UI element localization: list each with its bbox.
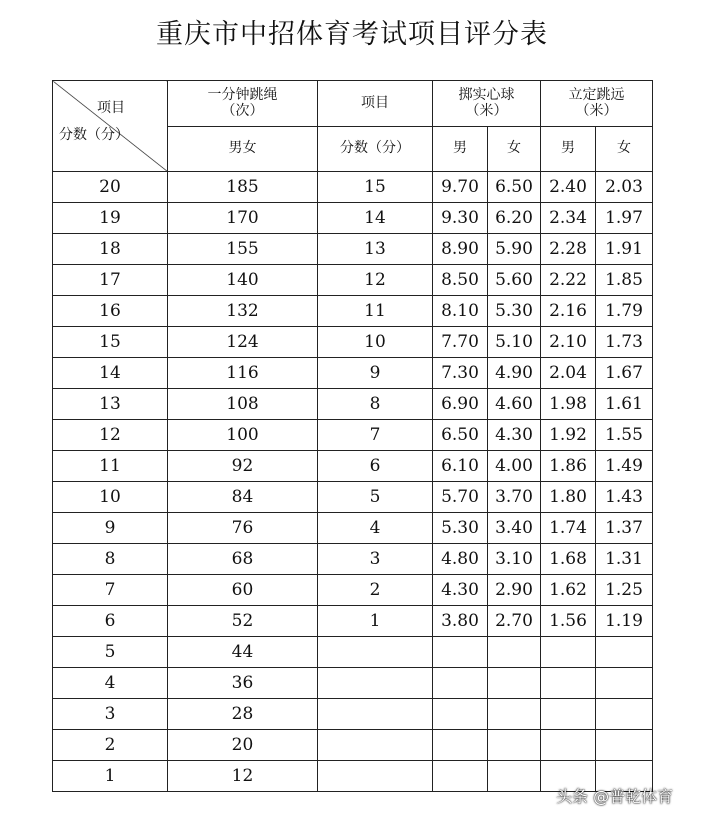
score-cell: 12: [53, 420, 168, 451]
ball-male-cell: 6.50: [433, 420, 488, 451]
item-label: 项目: [97, 100, 125, 116]
diagonal-header-cell: [53, 81, 168, 172]
score-cell: 7: [53, 575, 168, 606]
jump-female-cell: 1.85: [596, 265, 653, 296]
jump-male-cell: 1.80: [541, 482, 596, 513]
ball-female-cell: [488, 730, 541, 761]
ball-female-cell: [488, 699, 541, 730]
jump-female-cell: [596, 668, 653, 699]
rope-cell: 12: [168, 761, 318, 792]
score-cell: 13: [53, 389, 168, 420]
score-cell: 17: [53, 265, 168, 296]
jump-male: 男: [541, 127, 596, 172]
ball-male-cell: 3.80: [433, 606, 488, 637]
table-row: [53, 389, 653, 420]
rope-cell: 28: [168, 699, 318, 730]
table-row: [53, 203, 653, 234]
jump-female-cell: [596, 730, 653, 761]
ball-female-cell: 3.10: [488, 544, 541, 575]
jump-male-cell: 1.92: [541, 420, 596, 451]
rope-cell: 20: [168, 730, 318, 761]
jump-male-cell: 1.86: [541, 451, 596, 482]
jump-male-cell: 2.16: [541, 296, 596, 327]
ball-female-cell: [488, 668, 541, 699]
ball-male-cell: 7.30: [433, 358, 488, 389]
ball-male-cell: 6.10: [433, 451, 488, 482]
rope-cell: 170: [168, 203, 318, 234]
table-row: [53, 699, 653, 730]
ball-female-cell: [488, 637, 541, 668]
score-cell: 4: [53, 668, 168, 699]
item2-header: 项目: [318, 81, 433, 127]
score2-cell: 10: [318, 327, 433, 358]
rope-cell: 132: [168, 296, 318, 327]
jump-male-cell: [541, 699, 596, 730]
score2-cell: 7: [318, 420, 433, 451]
ball-title: 掷实心球: [458, 87, 515, 104]
ball-female-cell: 4.30: [488, 420, 541, 451]
ball-female-cell: 6.20: [488, 203, 541, 234]
page-title: 重庆市中招体育考试项目评分表: [156, 19, 548, 50]
jump-female-cell: 1.37: [596, 513, 653, 544]
jump-male-cell: 2.04: [541, 358, 596, 389]
ball-female-cell: 3.40: [488, 513, 541, 544]
table-row: [53, 730, 653, 761]
jump-female-cell: 1.67: [596, 358, 653, 389]
table-row: [53, 544, 653, 575]
rope-cell: 185: [168, 172, 318, 203]
score2-header: 分数（分）: [318, 127, 433, 172]
rope-unit: （次）: [221, 102, 264, 119]
rope-cell: 92: [168, 451, 318, 482]
score-cell: 2: [53, 730, 168, 761]
score2-cell: 2: [318, 575, 433, 606]
jump-header: [541, 81, 653, 127]
jump-male-cell: 1.68: [541, 544, 596, 575]
jump-female-cell: 1.91: [596, 234, 653, 265]
ball-male-cell: [433, 761, 488, 792]
header-row-1: [53, 81, 653, 127]
jump-female-cell: 1.55: [596, 420, 653, 451]
table-row: [53, 575, 653, 606]
score-cell: 14: [53, 358, 168, 389]
ball-female-cell: 3.70: [488, 482, 541, 513]
jump-male-cell: 1.62: [541, 575, 596, 606]
ball-male-cell: 6.90: [433, 389, 488, 420]
jump-male-cell: 1.98: [541, 389, 596, 420]
ball-female-cell: 5.10: [488, 327, 541, 358]
score-cell: 19: [53, 203, 168, 234]
ball-female-cell: 6.50: [488, 172, 541, 203]
ball-male-cell: 4.30: [433, 575, 488, 606]
ball-female-cell: 2.70: [488, 606, 541, 637]
rope-cell: 124: [168, 327, 318, 358]
ball-male-cell: 9.70: [433, 172, 488, 203]
score-cell: 10: [53, 482, 168, 513]
watermark: 头条 @普乾体育: [556, 787, 674, 806]
score2-cell: 8: [318, 389, 433, 420]
score2-cell: [318, 730, 433, 761]
ball-male-cell: [433, 637, 488, 668]
jump-male-cell: 2.10: [541, 327, 596, 358]
ball-male-cell: 5.30: [433, 513, 488, 544]
rope-cell: 100: [168, 420, 318, 451]
ball-female-cell: 2.90: [488, 575, 541, 606]
jump-female-cell: [596, 699, 653, 730]
rope-cell: 84: [168, 482, 318, 513]
jump-female-cell: 1.73: [596, 327, 653, 358]
jump-female-cell: 1.79: [596, 296, 653, 327]
ball-male-cell: 8.10: [433, 296, 488, 327]
score2-cell: 15: [318, 172, 433, 203]
jump-male-cell: 1.56: [541, 606, 596, 637]
ball-female-cell: 5.60: [488, 265, 541, 296]
table-row: [53, 358, 653, 389]
jump-female-cell: 1.49: [596, 451, 653, 482]
ball-male-cell: 5.70: [433, 482, 488, 513]
score-table: [52, 80, 653, 792]
rope-cell: 68: [168, 544, 318, 575]
rope-cell: 76: [168, 513, 318, 544]
table-row: [53, 668, 653, 699]
jump-male-cell: 2.22: [541, 265, 596, 296]
table-row: [53, 296, 653, 327]
table-row: [53, 327, 653, 358]
table-row: [53, 265, 653, 296]
jump-female-cell: 1.61: [596, 389, 653, 420]
ball-female: 女: [488, 127, 541, 172]
ball-female-cell: 4.60: [488, 389, 541, 420]
score2-cell: 9: [318, 358, 433, 389]
jump-unit: （米）: [575, 102, 618, 119]
jump-female-cell: 1.25: [596, 575, 653, 606]
score2-cell: 14: [318, 203, 433, 234]
score-cell: 5: [53, 637, 168, 668]
rope-cell: 140: [168, 265, 318, 296]
jump-male-cell: 2.34: [541, 203, 596, 234]
jump-male-cell: 2.40: [541, 172, 596, 203]
rope-cell: 60: [168, 575, 318, 606]
score-label: 分数（分）: [59, 126, 129, 143]
rope-gender: 男女: [168, 127, 318, 172]
ball-male-cell: 8.50: [433, 265, 488, 296]
jump-title: 立定跳远: [568, 87, 625, 104]
score2-cell: 13: [318, 234, 433, 265]
ball-male-cell: [433, 730, 488, 761]
score2-cell: [318, 699, 433, 730]
table-row: [53, 172, 653, 203]
ball-male-cell: [433, 668, 488, 699]
table-row: [53, 234, 653, 265]
rope-cell: 116: [168, 358, 318, 389]
score-cell: 16: [53, 296, 168, 327]
score-cell: 18: [53, 234, 168, 265]
ball-male-cell: 9.30: [433, 203, 488, 234]
rope-cell: 108: [168, 389, 318, 420]
score2-cell: [318, 761, 433, 792]
score2-cell: 12: [318, 265, 433, 296]
score-cell: 1: [53, 761, 168, 792]
score2-cell: 3: [318, 544, 433, 575]
jump-male-cell: 2.28: [541, 234, 596, 265]
jump-female-cell: [596, 637, 653, 668]
ball-male-cell: 7.70: [433, 327, 488, 358]
ball-unit: （米）: [465, 102, 508, 119]
score2-cell: [318, 637, 433, 668]
ball-male-cell: [433, 699, 488, 730]
table-row: [53, 513, 653, 544]
ball-header: [433, 81, 541, 127]
score2-cell: 11: [318, 296, 433, 327]
score-cell: 15: [53, 327, 168, 358]
score-cell: 11: [53, 451, 168, 482]
score-cell: 20: [53, 172, 168, 203]
jump-male-cell: [541, 668, 596, 699]
ball-female-cell: 4.90: [488, 358, 541, 389]
score-cell: 3: [53, 699, 168, 730]
rope-cell: 44: [168, 637, 318, 668]
score2-cell: 4: [318, 513, 433, 544]
jump-female-cell: 1.43: [596, 482, 653, 513]
ball-male: 男: [433, 127, 488, 172]
rope-title: 一分钟跳绳: [207, 87, 278, 104]
table-row: [53, 637, 653, 668]
rope-cell: 52: [168, 606, 318, 637]
table-row: [53, 482, 653, 513]
jump-female-cell: 1.19: [596, 606, 653, 637]
score2-cell: [318, 668, 433, 699]
table-row: [53, 606, 653, 637]
jump-female-cell: 2.03: [596, 172, 653, 203]
score2-cell: 5: [318, 482, 433, 513]
ball-female-cell: 5.90: [488, 234, 541, 265]
ball-female-cell: [488, 761, 541, 792]
score-cell: 8: [53, 544, 168, 575]
table-row: [53, 451, 653, 482]
ball-female-cell: 4.00: [488, 451, 541, 482]
table-row: [53, 420, 653, 451]
rope-cell: 36: [168, 668, 318, 699]
score2-cell: 1: [318, 606, 433, 637]
score-cell: 9: [53, 513, 168, 544]
ball-male-cell: 4.80: [433, 544, 488, 575]
ball-male-cell: 8.90: [433, 234, 488, 265]
rope-cell: 155: [168, 234, 318, 265]
jump-male-cell: [541, 637, 596, 668]
jump-female-cell: 1.97: [596, 203, 653, 234]
jump-female: 女: [596, 127, 653, 172]
score-cell: 6: [53, 606, 168, 637]
rope-header: [168, 81, 318, 127]
jump-male-cell: 1.74: [541, 513, 596, 544]
score2-cell: 6: [318, 451, 433, 482]
ball-female-cell: 5.30: [488, 296, 541, 327]
jump-female-cell: 1.31: [596, 544, 653, 575]
jump-male-cell: [541, 730, 596, 761]
